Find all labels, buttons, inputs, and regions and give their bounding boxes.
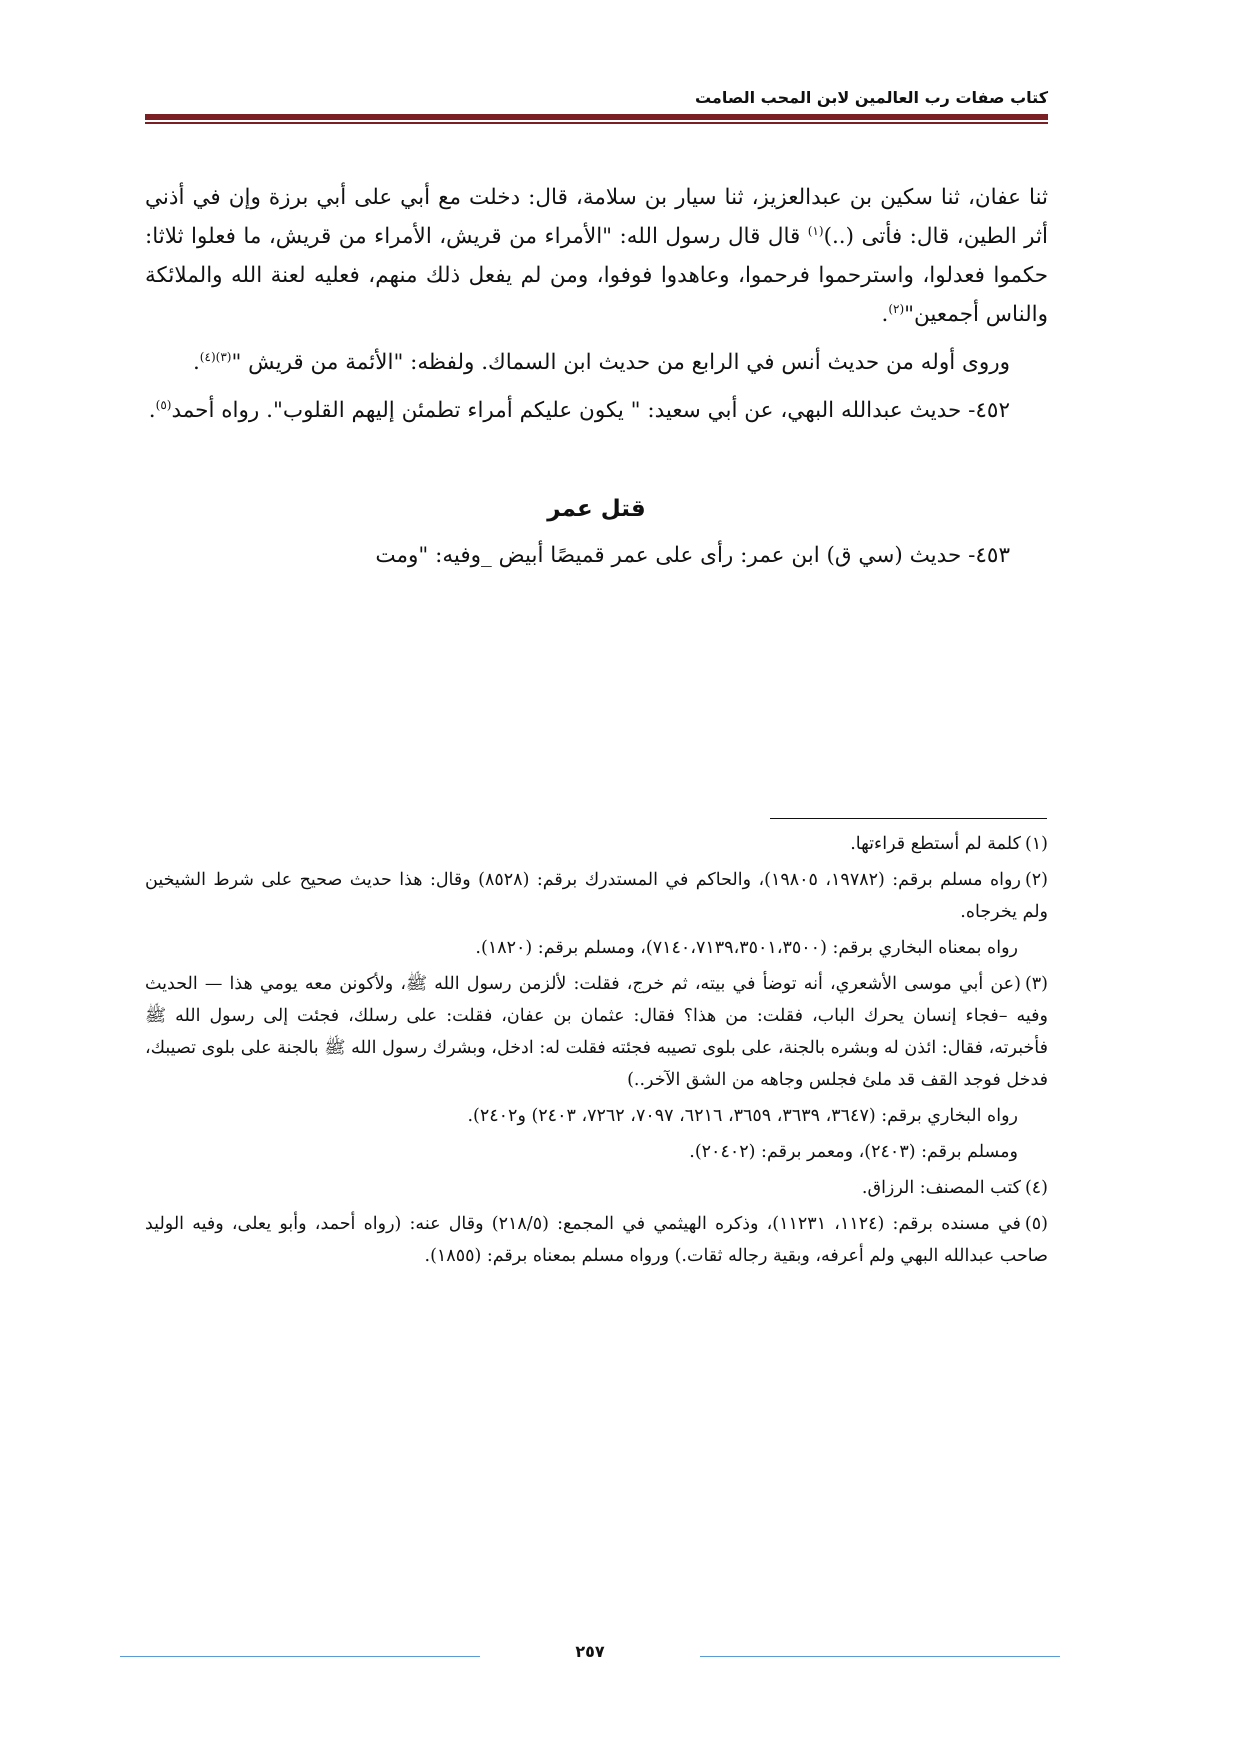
paragraph-2 <box>145 343 1048 382</box>
paragraph-2-text: وروى أوله من حديث أنس في الرابع من حديث ابن السماك. ولفظه: "الأئمة من قريش " <box>231 350 1010 375</box>
paragraph-3-text: ٤٥٢- حديث عبدالله البهي، عن أبي سعيد: " يكون عليكم أمراء تطمئن إليهم القلوب". رواه أحمد <box>171 398 1010 423</box>
footnote-4-text: كتب المصنف: الرزاق. <box>861 1178 1021 1198</box>
footnote-2-sub: رواه بمعناه البخاري برقم: (٧١٤٠،٧١٣٩،٣٥٠١،٣٥٠٠)، ومسلم برقم: (١٨٢٠). <box>475 938 1018 958</box>
footnote-5-text: في مسنده برقم: (١١٢٤، ١١٢٣١)، وذكره الهيثمي في المجمع: (٢١٨/٥) وقال عنه: (رواه أحمد، وأبو يعلى، وفيه الوليد صاحب عبدالله البهي ولم أعرفه، وبقية رجاله ثقات.) ورواه مسلم بمعناه برقم: (١٨٥٥). <box>145 1214 1048 1266</box>
footnote-4 <box>145 1172 1048 1204</box>
page-number: ٢٥٧ <box>575 1642 605 1661</box>
footnote-2-number: (٢) <box>1024 870 1048 890</box>
footnote-4-number: (٤) <box>1024 1178 1048 1198</box>
footnote-ref-5: (٥) <box>155 397 172 412</box>
footnote-3-sub-1: رواه البخاري برقم: (٣٦٤٧، ٣٦٣٩، ٣٦٥٩، ٦٢١٦، ٧٠٩٧، ٧٢٦٢، ٢٤٠٣) و٢٤٠٢). <box>467 1106 1018 1126</box>
footnote-3-text: (عن أبي موسى الأشعري، أنه توضأ في بيته، ثم خرج، فقلت: لألزمن رسول الله ﷺ، ولأكونن معه يومي هذا — الحديث وفيه –فجاء إنسان يحرك الباب، فقلت: من هذا؟ فقال: عثمان بن عفان، فقلت: على رسلك، فجئت إلى رسول الله ﷺ فأخبرته، فقال: ائذن له وبشره بالجنة، على بلوى تصيبه فجئته فقلت له: ادخل، وبشرك رسول الله ﷺ بالجنة على بلوى تصيبك، فدخل فوجد القف قد ملئ فجلس وجاهه من الشق الآخر..) <box>145 974 1048 1090</box>
paragraph-1-text-a: ثنا عفان، ثنا سكين بن عبدالعزيز، ثنا سيار بن سلامة، قال: دخلت مع أبي على أبي برزة وإن في أذني أثر الطين، قال: فأتى (..) <box>145 185 1048 249</box>
paragraph-2-end: . <box>192 350 200 375</box>
footnote-ref-4: (٤) <box>199 349 216 364</box>
main-text <box>145 178 1048 584</box>
footnote-5 <box>145 1208 1048 1272</box>
footnote-3-sub-2: ومسلم برقم: (٢٤٠٣)، ومعمر برقم: (٢٠٤٠٢). <box>689 1142 1018 1162</box>
header-rule-thick <box>145 114 1048 120</box>
page-footer <box>120 1640 1060 1680</box>
running-header <box>145 70 1048 130</box>
footnote-3 <box>145 968 1048 1096</box>
section-heading: قتل عمر <box>547 496 646 522</box>
paragraph-3-end: . <box>148 398 156 423</box>
footnote-3-number: (٣) <box>1024 974 1048 994</box>
book-title: كتاب صفات رب العالمين لابن المحب الصامت <box>694 88 1048 107</box>
footnote-ref-3: (٣) <box>215 349 232 364</box>
footnote-2-text: رواه مسلم برقم: (١٩٧٨٢، ١٩٨٠٥)، والحاكم في المستدرك برقم: (٨٥٢٨) وقال: هذا حديث صحيح على شرط الشيخين ولم يخرجاه. <box>145 870 1048 922</box>
footnote-1-number: (١) <box>1024 834 1048 854</box>
paragraph-1-text-b: قال قال رسول الله: "الأمراء من قريش، الأمراء من قريش، ما فعلوا ثلاثا: حكموا فعدلوا، واسترحموا فرحموا، وعاهدوا فوفوا، ومن لم يفعل ذلك منهم، فعليه لعنة الله والملائكة والناس أجمعين" <box>145 224 1048 327</box>
footnote-separator <box>770 818 1047 819</box>
footnote-1-text: كلمة لم أستطع قراءتها. <box>850 834 1021 854</box>
footnote-5-number: (٥) <box>1024 1214 1048 1234</box>
header-rule-thin <box>145 122 1048 124</box>
footnote-ref-1: (١) <box>807 223 824 238</box>
footnote-ref-2: (٢) <box>888 301 905 316</box>
footnotes <box>145 828 1048 1276</box>
footer-rule-left <box>120 1656 480 1657</box>
footnote-2 <box>145 864 1048 928</box>
paragraph-4: ٤٥٣- حديث (سي ق) ابن عمر: رأى على عمر قميصًا أبيض _وفيه: "ومت <box>375 543 1010 568</box>
paragraph-1 <box>145 178 1048 334</box>
paragraph-1-end: . <box>881 302 889 327</box>
footnote-1 <box>145 828 1048 860</box>
paragraph-3 <box>145 391 1048 430</box>
